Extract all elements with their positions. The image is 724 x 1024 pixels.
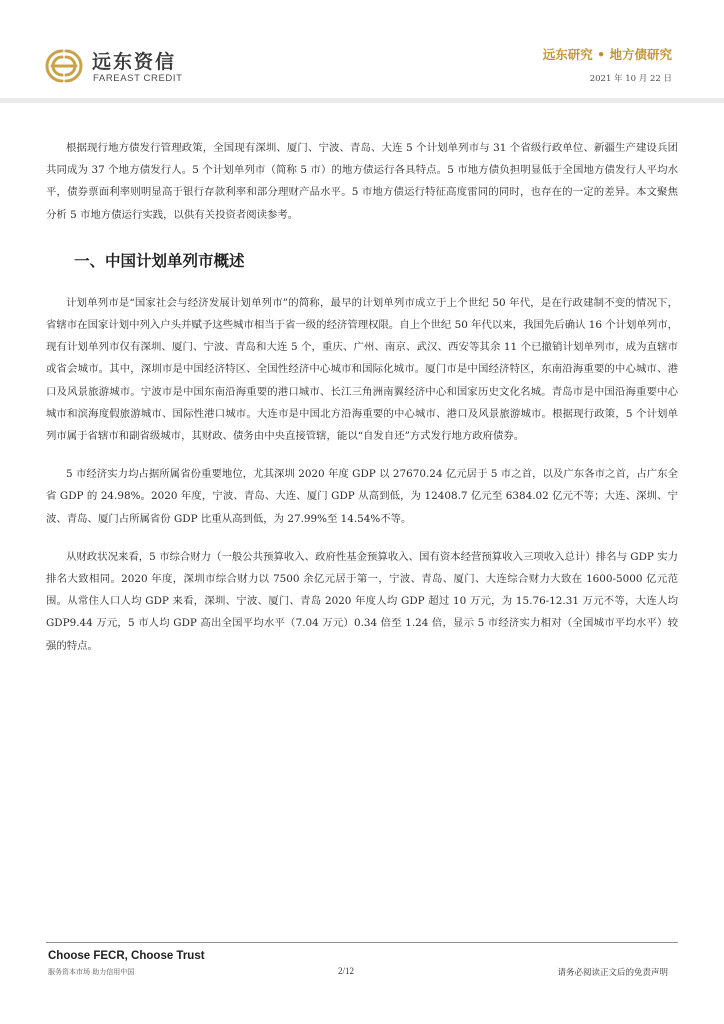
fareast-credit-logo	[42, 44, 212, 90]
page-header	[0, 0, 724, 104]
intro-paragraph: 根据现行地方债发行管理政策，全国现有深圳、厦门、宁波、青岛、大连 5 个计划单列市与 31 个省级行政单位、新疆生产建设兵团共同成为 37 个地方债发行人。5 个计划单列市（简称 5 市）的地方债运行各具特点。5 市地方债负担明显低于全国地方债发行人平均水平，债券票面利率则明显高于银行存款利率和部分理财产品水平。5 市地方债运行特征高度雷同的同时，也存在的一定的差异。本文聚焦分析 5 市地方债运行实践，以供有关投资者阅读参考。	[46, 142, 678, 221]
logo-mark-icon	[42, 44, 86, 88]
body-paragraph-1: 计划单列市是“国家社会与经济发展计划单列市”的简称，最早的计划单列市成立于上个世纪 50 年代，是在行政建制不变的情况下，省辖市在国家计划中列入户头并赋予这些城市相当于省一级的经济管理权限。自上个世纪 50 年代以来，我国先后确认 16 个计划单列市，现有计划单列市仅有深圳、厦门、宁波、青岛和大连 5 个，重庆、广州、南京、武汉、西安等其余 11 个已撤销计划单列市，成为直辖市或省会城市。其中，深圳市是中国经济特区、全国性经济中心城市和国际化城市。厦门市是中国经济特区，东南沿海重要的中心城市、港口及风景旅游城市。宁波市是中国东南沿海重要的港口城市、长江三角洲南翼经济中心和国家历史文化名城。青岛市是中国沿海重要中心城市和滨海度假旅游城市、国际性港口城市。大连市是中国北方沿海重要的中心城市、港口及风景旅游城市。根据现行政策，5 个计划单列市属于省辖市和副省级城市，其财政、债务由中央直接管辖，能以“自发自还”方式发行地方政府债券。	[46, 296, 678, 443]
header-divider	[0, 98, 724, 103]
body-paragraph-3: 从财政状况来看，5 市综合财力（一般公共预算收入、政府性基金预算收入、国有资本经营预算收入三项收入总计）排名与 GDP 实力排名大致相同。2020 年度，深圳市综合财力以 7500 余亿元居于第一，宁波、青岛、厦门、大连综合财力大致在 1600-5000 亿元范围。从常住人口人均 GDP 来看，深圳、宁波、厦门、青岛 2020 年度人均 GDP 超过 10 万元，为 15.76-12.31 万元不等，大连人均 GDP9.44 万元，5 市人均 GDP 高出全国平均水平（7.04 万元）0.34 倍至 1.24 倍，显示 5 市经济实力相对（全国城市平均水平）较强的特点。	[46, 550, 678, 652]
disclaimer-note: 请务必阅读正文后的免责声明	[557, 968, 668, 978]
page-number: 2/12	[338, 966, 355, 976]
footer-slogan: Choose FECR, Choose Trust	[48, 950, 205, 962]
report-body	[46, 137, 678, 673]
footer-sub-slogan: 服务资本市场 助力信用中国	[48, 968, 135, 976]
section-heading: 一、中国计划单列市概述	[74, 251, 245, 270]
report-date: 2021 年 10 月 22 日	[589, 74, 672, 84]
logo-chinese-name: 远东资信	[92, 51, 177, 73]
footer-divider	[46, 942, 678, 943]
logo-english-name: FAREAST CREDIT	[93, 73, 183, 84]
body-paragraph-2: 5 市经济实力均占据所属省份重要地位，尤其深圳 2020 年度 GDP 以 27670.24 亿元居于 5 市之首，以及广东各市之首，占广东全省 GDP 的 24.98%。2020 年度，宁波、青岛、大连、厦门 GDP 从高到低，为 12408.7 亿元至 6384.02 亿元不等；大连、深圳、宁波、青岛、厦门占所属省份 GDP 比重从高到低，为 27.99%至 14.54%不等。	[46, 468, 678, 525]
series-title: 远东研究 • 地方债研究	[542, 47, 672, 62]
